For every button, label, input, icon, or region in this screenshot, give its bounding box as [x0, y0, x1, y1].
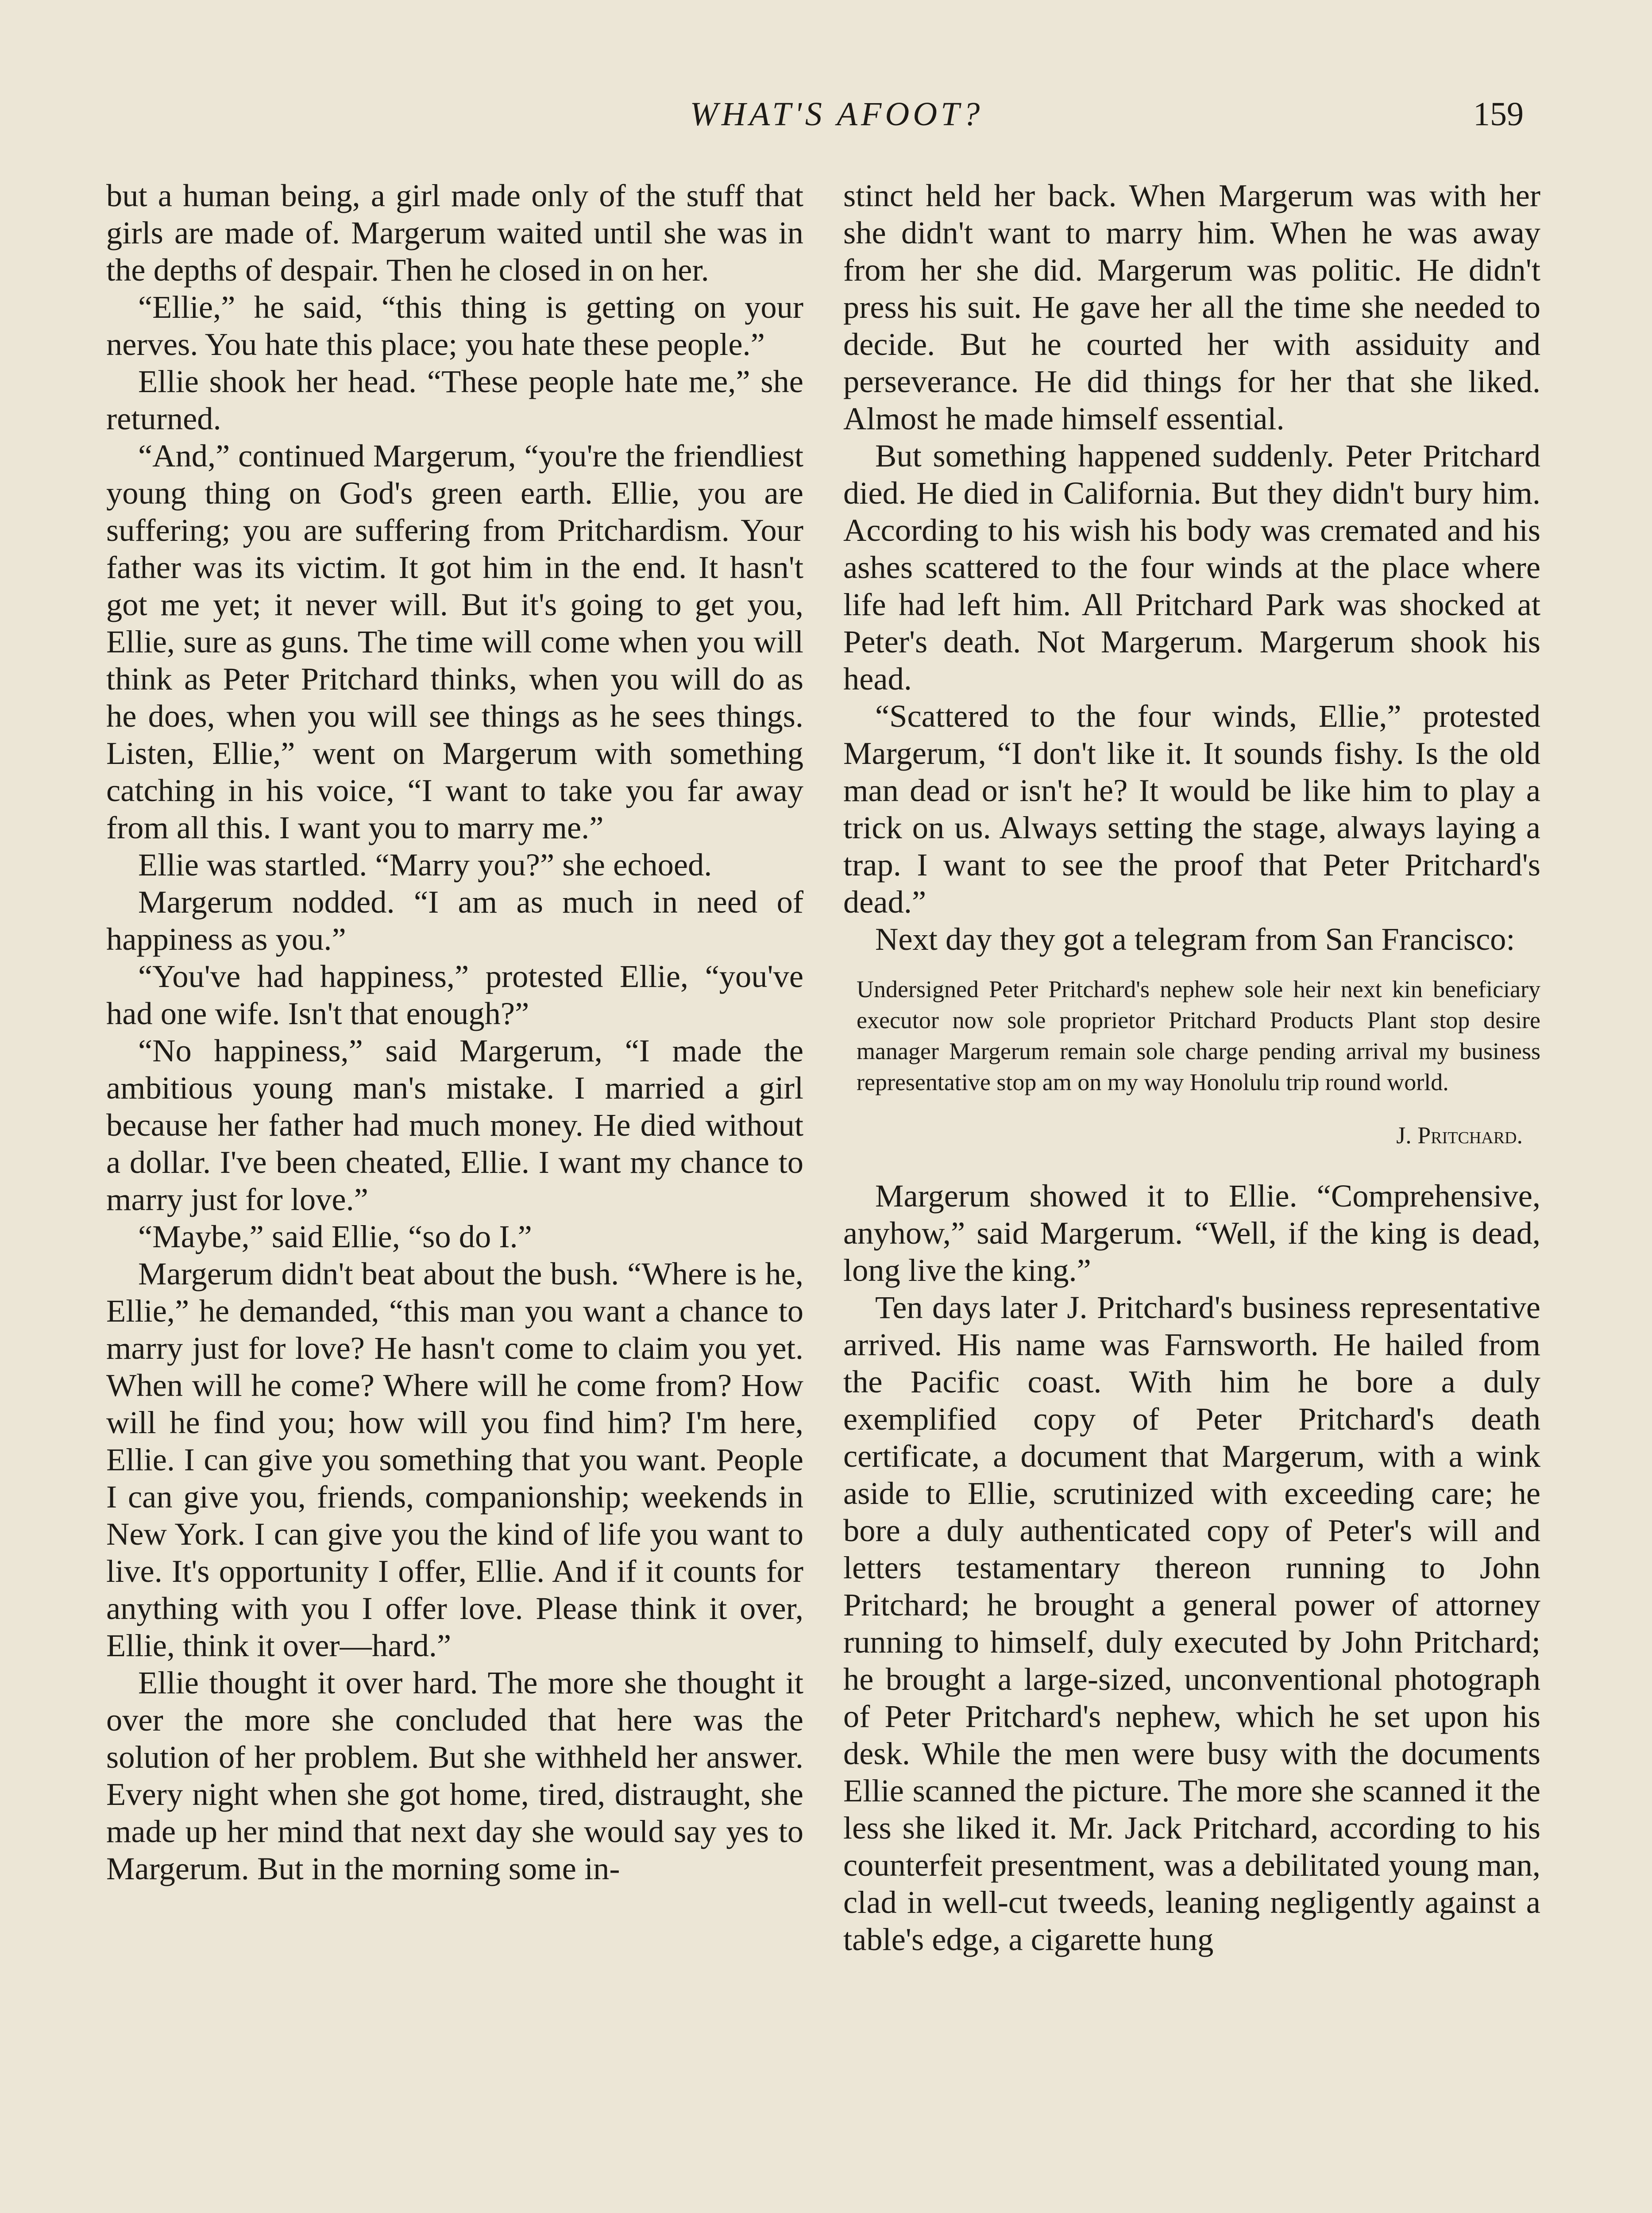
right-text-column [843, 177, 1540, 2213]
paragraph: “No happiness,” said Margerum, “I made the ambitious young man's mistake. I married a girl because her father had much money. He died without a dollar. I've been cheated, Ellie. I want my chance to marry just for love.” [106, 1033, 803, 1217]
paragraph: But something happened suddenly. Peter Pritchard died. He died in California. But they didn't bury him. According to his wish his body was cremated and his ashes scattered to the four winds at the place where life had left him. All Pritchard Park was shocked at Peter's death. Not Margerum. Margerum shook his head. [843, 438, 1540, 697]
left-text-column [106, 177, 803, 2213]
paragraph: Ellie shook her head. “These people hate me,” she returned. [106, 363, 803, 436]
paragraph: stinct held her back. When Margerum was with her she didn't want to marry him. When he was away from her she did. Margerum was politic. He didn't press his suit. He gave her all the time she needed to decide. But he courted her with assiduity and perseverance. He did things for her that she liked. Almost he made himself essential. [843, 177, 1540, 436]
telegram-signature: J. Pritchard. [1396, 1122, 1523, 1149]
page-number: 159 [1473, 96, 1524, 133]
paragraph: but a human being, a girl made only of the stuff that girls are made of. Margerum waited until she was in the depths of despair. Then he closed in on her. [106, 177, 803, 288]
paragraph: Margerum didn't beat about the bush. “Where is he, Ellie,” he demanded, “this man you want a chance to marry just for love? He hasn't come to claim you yet. When will he come? Where will he come from? How will he find you; how will you find him? I'm here, Ellie. I can give you something that you want. People I can give you, friends, companionship; weekends in New York. I can give you the kind of life you want to live. It's opportunity I offer, Ellie. And if it counts for anything with you I offer love. Please think it over, Ellie, think it over—hard.” [106, 1256, 803, 1663]
paragraph: “Scattered to the four winds, Ellie,” protested Margerum, “I don't like it. It sounds fishy. Is the old man dead or isn't he? It would be like him to play a trick on us. Always setting the stage, always laying a trap. I want to see the proof that Peter Pritchard's dead.” [843, 698, 1540, 920]
paragraph: “Maybe,” said Ellie, “so do I.” [138, 1218, 532, 1254]
paragraph: Next day they got a telegram from San Francisco: [875, 921, 1515, 957]
running-head-title: WHAT'S AFOOT? [690, 96, 984, 133]
paragraph: Ellie thought it over hard. The more she thought it over the more she concluded that here was the solution of her problem. But she withheld her answer. Every night when she got home, tired, distraught, she made up her mind that next day she would say yes to Margerum. But in the morning some in- [106, 1665, 803, 1886]
paragraph: “And,” continued Margerum, “you're the friendliest young thing on God's green earth. Ellie, you are suffering; you are suffering from Pritchardism. Your father was its victim. It got him in the end. It hasn't got me yet; it never will. But it's going to get you, Ellie, sure as guns. The time will come when you will think as Peter Pritchard thinks, when you will do as he does, when you will see things as he sees things. Listen, Ellie,” went on Margerum with something catching in his voice, “I want to take you far away from all this. I want you to marry me.” [106, 438, 803, 845]
paragraph: Ellie was startled. “Marry you?” she echoed. [138, 847, 712, 883]
telegram-text: Undersigned Peter Pritchard's nephew sole heir next kin beneficiary executor now sole proprietor Pritchard Products Plant stop desire manager Margerum remain sole charge pending arrival my business representative stop am on my way Honolulu trip round world. [857, 976, 1540, 1095]
paragraph: Margerum showed it to Ellie. “Comprehensive, anyhow,” said Margerum. “Well, if the king is dead, long live the king.” [843, 1178, 1540, 1288]
paragraph: “Ellie,” he said, “this thing is getting on your nerves. You hate this place; you hate these people.” [106, 289, 803, 362]
paragraph: Ten days later J. Pritchard's business representative arrived. His name was Farnsworth. He hailed from the Pacific coast. With him he bore a duly exemplified copy of Peter Pritchard's death certificate, a document that Margerum, with a wink aside to Ellie, scrutinized with exceeding care; he bore a duly authenticated copy of Peter's will and letters testamentary thereon running to John Pritchard; he brought a general power of attorney running to himself, duly executed by John Pritchard; he brought a large-sized, unconventional photograph of Peter Pritchard's nephew, which he set upon his desk. While the men were busy with the documents Ellie scanned the picture. The more she scanned it the less she liked it. Mr. Jack Pritchard, according to his counterfeit presentment, was a debilitated young man, clad in well-cut tweeds, leaning negligently against a table's edge, a cigarette hung [843, 1289, 1540, 1957]
paragraph: “You've had happiness,” protested Ellie, “you've had one wife. Isn't that enough?” [106, 958, 803, 1031]
paragraph: Margerum nodded. “I am as much in need of happiness as you.” [106, 884, 803, 957]
